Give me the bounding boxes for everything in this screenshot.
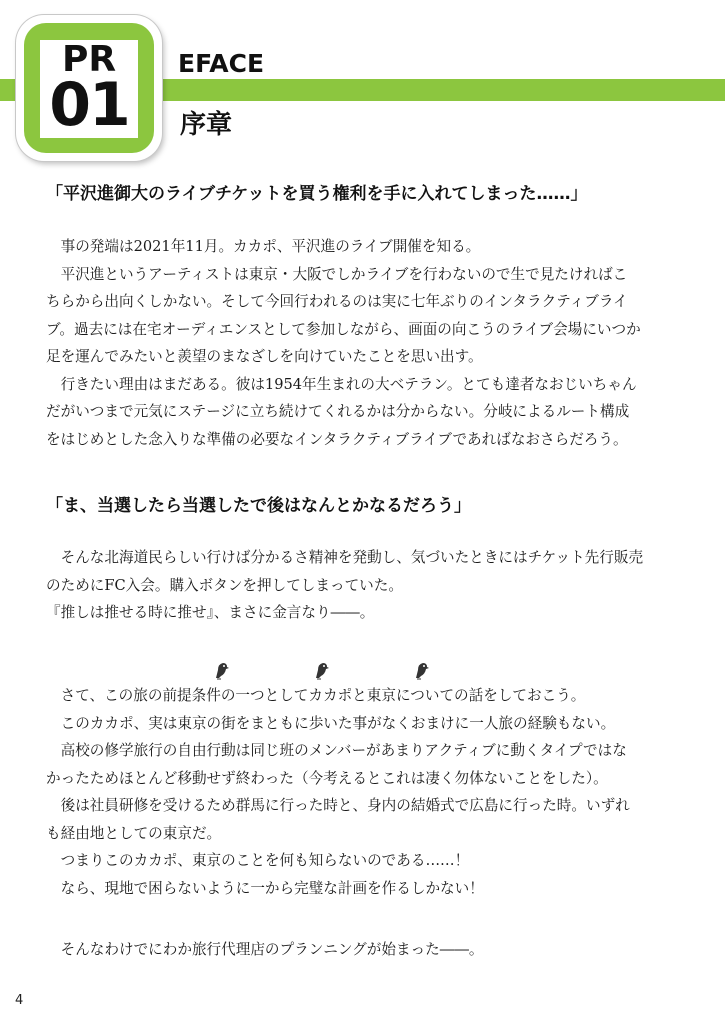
bird-icon xyxy=(312,660,330,680)
chapter-number: 01 xyxy=(49,70,129,140)
text-line: さて、この旅の前提条件の一つとしてカカポと東京についての話をしておこう。 xyxy=(46,687,586,704)
text-line: をはじめとした念入りな準備の必要なインタラクティブライブであればなおさらだろう。 xyxy=(46,430,628,448)
paragraph-block-1 xyxy=(46,233,686,453)
heading-quote-2: 「ま、当選したら当選したで後はなんとかなるだろう」 xyxy=(46,496,471,516)
text-line: 平沢進というアーティストは東京・大阪でしかライブを行わないので生で見たければこ xyxy=(46,265,628,283)
badge-green-frame xyxy=(24,23,154,153)
text-line: 事の発端は2021年11月。カカポ、平沢進のライブ開催を知る。 xyxy=(46,238,481,255)
text-line: かったためほとんど移動せず終わった（今考えるとこれは凄く勿体ないことをした）。 xyxy=(46,769,608,787)
badge-face xyxy=(40,40,138,138)
text-line: のためにFC入会。購入ボタンを押してしまっていた。 xyxy=(46,576,403,594)
text-line: 『推しは推せる時に推せ』、まさに金言なり――。 xyxy=(46,604,375,621)
bird-icon xyxy=(212,660,230,680)
paragraph-block-2 xyxy=(46,544,686,627)
chapter-title-en: EFACE xyxy=(178,49,265,78)
text-line: このカカポ、実は東京の街をまともに歩いた事がなくおまけに一人旅の経験もない。 xyxy=(46,714,616,732)
text-line: 足を運んでみたいと羨望のまなざしを向けていたことを思い出す。 xyxy=(46,348,483,365)
text-line: ブ。過去には在宅オーディエンスとして参加しながら、画面の向こうのライブ会場にいつか xyxy=(46,320,641,338)
text-line: なら、現地で困らないように一から完璧な計画を作るしかない！ xyxy=(46,879,484,897)
paragraph-block-3 xyxy=(46,682,686,902)
heading-quote-1: 「平沢進御大のライブチケットを買う権利を手に入れてしまった……」 xyxy=(46,184,588,204)
chapter-badge xyxy=(16,15,162,161)
text-line: ちらから出向くしかない。そして今回行われるのは実に七年ぶりのインタラクティブライ xyxy=(46,293,628,310)
badge-label: PR xyxy=(61,39,117,80)
text-line: そんなわけでにわか旅行代理店のプランニングが始まった――。 xyxy=(46,941,484,958)
page-number: 4 xyxy=(15,993,24,1008)
text-line: 高校の修学旅行の自由行動は同じ班のメンバーがあまりアクティブに動くタイプではな xyxy=(46,742,627,759)
text-line: も経由地としての東京だ。 xyxy=(46,824,222,842)
text-line: 後は社員研修を受けるため群馬に行った時と、身内の結婚式で広島に行った時。いずれ xyxy=(46,797,630,814)
text-line: つまりこのカカポ、東京のことを何も知らないのである……！ xyxy=(46,852,470,869)
text-line: 行きたい理由はまだある。彼は1954年生まれの大ベテラン。とても達者なおじいちゃん xyxy=(46,375,637,393)
bird-icon xyxy=(412,660,430,680)
section-divider xyxy=(212,660,442,682)
chapter-title-ja: 序章 xyxy=(180,110,233,140)
text-line: だがいつまで元気にステージに立ち続けてくれるかは分からない。分岐によるルート構成 xyxy=(46,403,630,420)
text-line: そんな北海道民らしい行けば分かるさ精神を発動し、気づいたときにはチケット先行販売 xyxy=(46,549,644,566)
closing-paragraph xyxy=(46,936,686,964)
